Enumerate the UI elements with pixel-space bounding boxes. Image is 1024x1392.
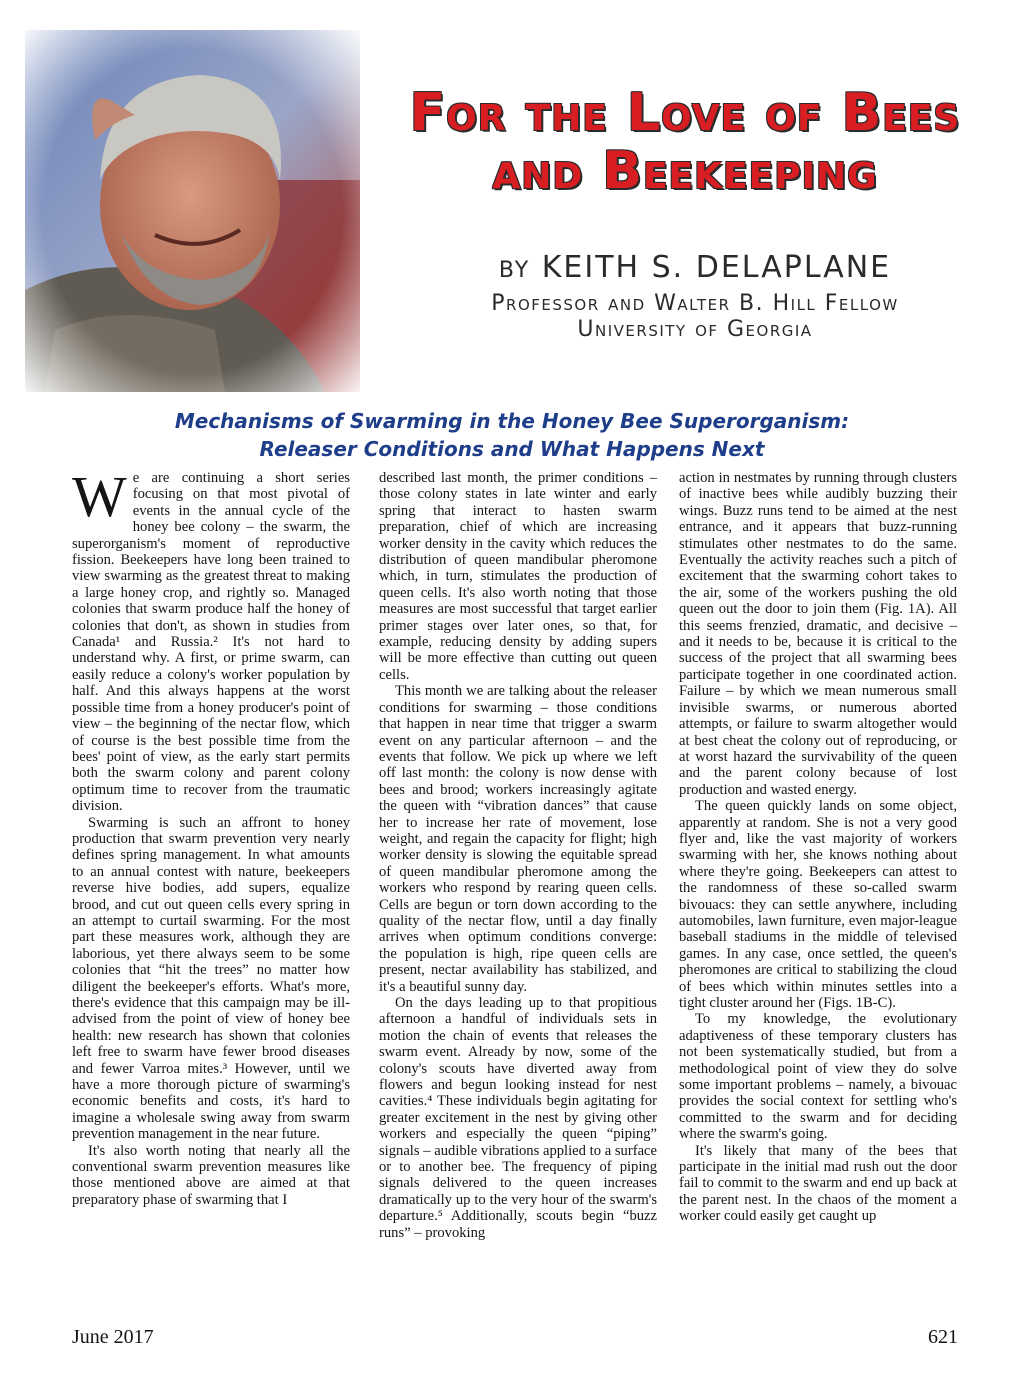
paragraph: On the days leading up to that propitious afternoon a handful of individuals sets in motion the chain of events that releases the swarm event. Already by now, some of the colony's scouts have diverted away from flowers and begun looking instead for nest cavities.⁴ These individuals begin agitating for greater excitement in the nest by giving other workers and especially the queen “piping” signals – audible vibrations applied to a surface or to another bee. The frequency of piping signals delivered to the queen increases dramatically up to the very hour of the swarm's departure.⁵ Additionally, scouts begin “buzz runs” – provoking <box>379 995 657 1241</box>
affiliation-line2: University of Georgia <box>577 317 813 343</box>
paragraph <box>72 464 350 815</box>
article-title-line2: Releaser Conditions and What Happens Next <box>259 437 765 461</box>
paragraph: It's also worth noting that nearly all the conventional swarm prevention measures like those mentioned above are aimed at that preparatory phase of swarming that I <box>72 1142 350 1208</box>
series-title-line2: and Beekeeping <box>492 141 878 202</box>
page-number: 621 <box>928 1326 958 1348</box>
paragraph: described last month, the primer conditions – those colony states in late winter and early spring that interact to hasten swarm preparation, chief of which are increasing worker density in the cavity which reduces the distribution of queen mandibular pheromone which, in turn, stimulates the production of queen cells. It's also worth noting that those measures are most successful that target earlier primer stages over later ones, so that, for example, reducing density by adding supers will be more effective than cutting out queen cells. <box>379 470 657 683</box>
paragraph: Swarming is such an affront to honey production that swarm prevention very nearly defines spring management. In what amounts to an annual contest with nature, beekeepers reverse hive bodies, add supers, equalize brood, and cut out queen cells every spring in an attempt to curtail swarming. For the most part these measures work, although they are laborious, yet there always seem to be some colonies that “hit the trees” no matter how diligent the beekeeper's efforts. What's more, there's evidence that this campaign may be ill-advised from the point of view of honey bee health: new research has shown that colonies left free to swarm have fewer brood diseases and fewer Varroa mites.³ However, until we have a more thorough picture of swarming's economic benefits and costs, it's hard to imagine a wholesale swing away from swarm prevention management in the near future. <box>72 814 350 1143</box>
paragraph: The queen quickly lands on some object, apparently at random. She is not a very good flyer and, like the vast majority of workers swarming with her, she knows nothing about where they're going. Beekeepers can attest to the randomness of these so-called swarm bivouacs: they can settle anywhere, including automobiles, lawn furniture, even major-league baseball stadiums in the middle of televised games. In any case, once settled, the queen's pheromones are critical to stabilizing the cloud of bees which within minutes settles into a tight cluster around her (Figs. 1B-C). <box>679 798 957 1011</box>
author-name: KEITH S. DELAPLANE <box>541 250 892 285</box>
article-column-2 <box>379 470 657 1241</box>
drop-cap: W <box>72 464 127 529</box>
affiliation-line1: Professor and Walter B. Hill Fellow <box>491 291 899 316</box>
byline-block <box>380 250 1010 344</box>
article-title-line1: Mechanisms of Swarming in the Honey Bee Superorganism: <box>174 409 850 433</box>
affiliation <box>380 291 1010 344</box>
article-column-3 <box>679 470 957 1225</box>
paragraph: This month we are talking about the releaser conditions for swarming – those conditions that happen in near time that trigger a swarm event on any particular afternoon – and the events that follow. We pick up where we left off last month: the colony is now dense with bees and brood; workers increasingly agitate the queen with “vibration dances” that cause her to increase her rate of movement, lose weight, and regain the capacity for flight; high worker density is slowing the equitable spread of queen mandibular pheromone among the workers who respond by rearing queen cells. Cells are begun or torn down according to the quality of the nectar flow, until a day finally arrives when optimum conditions converge: the population is high, ripe queen cells are present, nectar availability has stabilized, and it's a beautiful sunny day. <box>379 683 657 995</box>
issue-date: June 2017 <box>72 1326 154 1348</box>
article-title <box>60 407 964 463</box>
article-column-1 <box>72 464 350 1208</box>
paragraph-text: e are continuing a short series focusing on that most pivotal of events in the annual cycle of the honey bee colony – the swarm, the superorganism's moment of reproductive fission. Beekeepers have long been trained to view swarming as the greatest threat to making a large honey crop, and rightly so. Managed colonies that swarm produce half the honey of colonies that don't, as shown in studies from Canada¹ and Russia.² It's not hard to understand why. A first, or prime swarm, can easily reduce a colony's worker population by half. And this always happens at the worst possible time from a honey producer's point of view – the beginning of the nectar flow, which of course is the best possible time from the bees' point of view, as the early start permits both the swarm colony and parent colony optimum time to recover from the traumatic division. <box>72 470 350 815</box>
paragraph: action in nestmates by running through clusters of inactive bees while audibly buzzing their wings. Buzz runs tend to be aimed at the nest entrance, and it appears that buzz-running stimulates other nestmates to do the same. Eventually the activity reaches such a pitch of excitement that the swarming cohort takes to the air, some of the workers pushing the old queen out the door to join them (Fig. 1A). All this seems frenzied, dramatic, and decisive – and it needs to be, because it is critical to the success of the project that all swarming bees participate together in one coordinated action. Failure – by which we mean numerous small invisible swarms, or numerous aborted attempts, or failure to swarm altogether would at best cheat the colony out of reproducing, or at worst hazard the survivability of the queen and the parent colony because of lost production and wasted energy. <box>679 470 957 798</box>
byline-prefix: BY <box>498 258 531 283</box>
byline <box>380 250 1010 285</box>
series-title-line1: For the Love of Bees <box>409 83 961 143</box>
paragraph: It's likely that many of the bees that participate in the initial mad rush out the door fail to commit to the swarm and end up back at the parent nest. In the chaos of the moment a worker could easily get caught up <box>679 1142 957 1225</box>
author-photo <box>25 30 360 392</box>
series-title <box>365 84 1005 200</box>
paragraph: To my knowledge, the evolutionary adaptiveness of these temporary clusters has not been systematically studied, but from a methodological point of view they do solve some important problems – namely, a bivouac provides the social context for settling who's committed to the swarm and for deciding where the swarm's going. <box>679 1011 957 1143</box>
